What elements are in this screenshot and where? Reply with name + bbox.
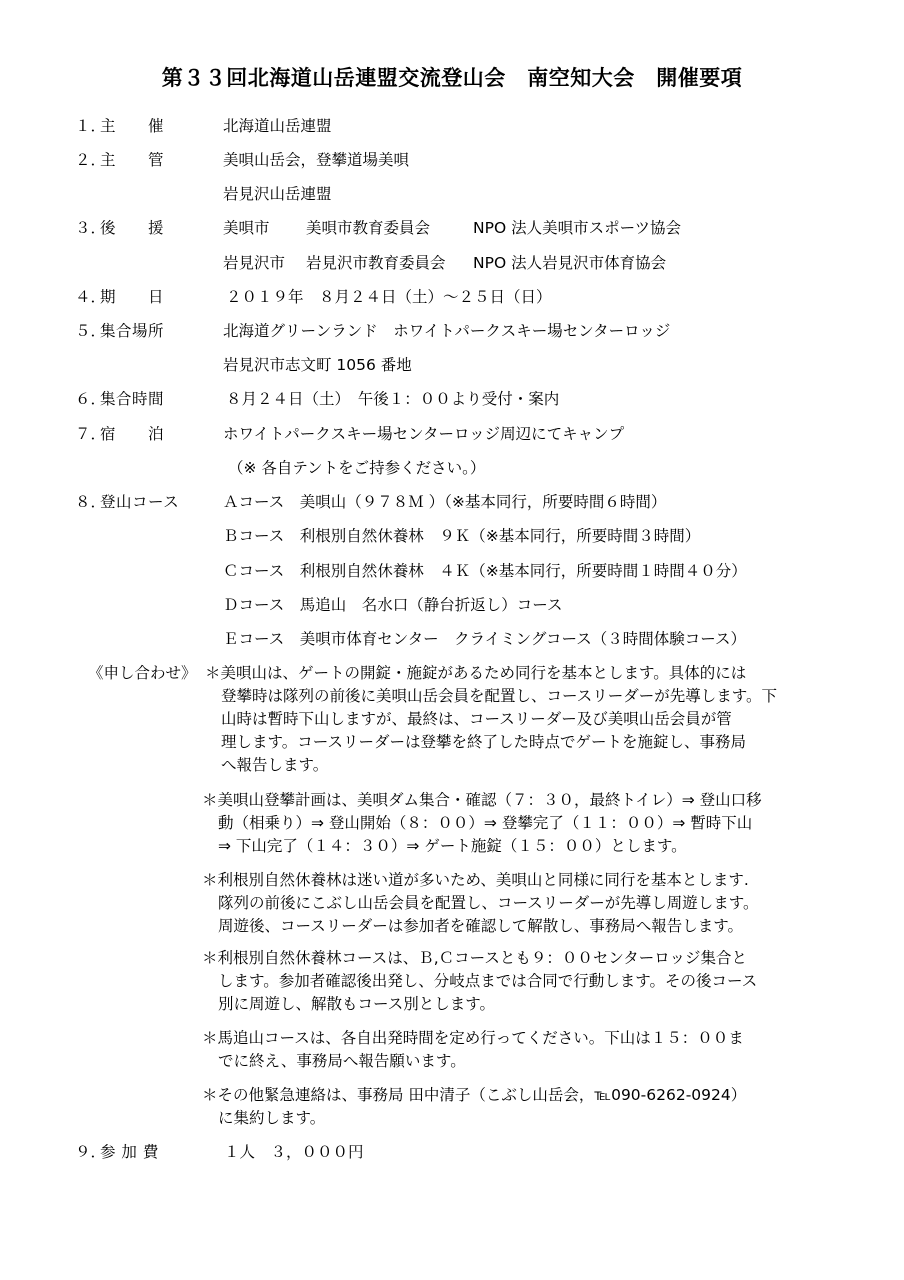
note-biba-plan	[202, 789, 762, 858]
course-d: Ｄコース 馬追山 名水口（静台折返し）コース	[223, 596, 563, 614]
section-number: ３．	[75, 219, 107, 237]
support-city: 岩見沢市	[223, 254, 286, 272]
section-label: 後 援	[100, 219, 165, 237]
note-line: ＊利根別自然休養林は迷い道が多いため、美唄山と同様に同行を基本とします.	[202, 871, 749, 889]
section-meeting-place-line2	[0, 352, 904, 378]
note-line: 理します。コースリーダーは登攀を終了した時点でゲートを施錠し、事務局	[221, 733, 746, 751]
section-meeting-time	[0, 386, 904, 412]
course-row	[0, 626, 904, 652]
section-host	[0, 147, 904, 173]
section-label: 期 日	[100, 288, 165, 306]
section-value-2: 岩見沢市志文町 1056 番地	[223, 356, 412, 374]
note-line: 登攀時は隊列の前後に美唄山岳会員を配置し、コースリーダーが先導します。下	[221, 687, 777, 705]
section-value: ２０１９年 ８月２４日（土）～２５日（日）	[226, 288, 552, 306]
course-b: Ｂコース 利根別自然休養林 ９Ｋ（※基本同行，所要時間３時間）	[223, 527, 701, 545]
section-value: 北海道グリーンランド ホワイトパークスキー場センターロッジ	[223, 322, 671, 340]
note-line: 周遊後、コースリーダーは参加者を確認して解散し、事務局へ報告します。	[218, 917, 743, 935]
note-line: ＊その他緊急連絡は、事務局 田中清子（こぶし山岳会，℡090-6262-0924）	[202, 1086, 747, 1104]
support-board: 岩見沢市教育委員会	[306, 254, 446, 272]
section-support-line2	[0, 250, 904, 276]
note-line: 山時は暫時下山しますが、最終は、コースリーダー及び美唄山岳会員が管	[221, 710, 732, 728]
section-fee	[0, 1139, 904, 1165]
note-line: ＊美唄山は、ゲートの開錠・施錠があるため同行を基本とします。具体的には	[205, 664, 747, 682]
note-tonebetsu-forest	[202, 869, 759, 938]
section-label: 主 管	[100, 151, 165, 169]
section-number: ６．	[75, 390, 107, 408]
section-label: 登山コース	[100, 493, 180, 511]
section-label: 集合時間	[100, 390, 165, 408]
section-value-2: 岩見沢山岳連盟	[223, 185, 332, 203]
section-number: １．	[75, 117, 107, 135]
section-number: ９．	[75, 1143, 107, 1161]
section-dates	[0, 284, 904, 310]
section-organizer	[0, 113, 904, 139]
section-value: １人 ３，０００円	[224, 1143, 364, 1161]
course-a: Ａコース 美唄山（９７８Ｍ ）（※基本同行，所要時間６時間）	[223, 493, 667, 511]
section-value: 北海道山岳連盟	[223, 117, 332, 135]
note-line: ⇒ 下山完了（１４：３０）⇒ ゲート施錠（１５：００）とします。	[218, 837, 687, 855]
note-biba-gate	[205, 662, 777, 777]
section-number: ２．	[75, 151, 107, 169]
note-line: でに終え、事務局へ報告願います。	[218, 1052, 466, 1070]
note-line: ＊利根別自然休養林コースは、Ｂ,Ｃコースとも９：００センターロッジ集合と	[202, 949, 747, 967]
note-line: 別に周遊し、解散もコース別とします。	[218, 995, 495, 1013]
note-line: へ報告します。	[221, 756, 329, 774]
course-row	[0, 558, 904, 584]
course-e: Ｅコース 美唄市体育センター クライミングコース（３時間体験コース）	[223, 630, 746, 648]
section-lodging-line2	[0, 455, 904, 481]
note-emergency-contact	[202, 1084, 746, 1130]
section-label: 集合場所	[100, 322, 165, 340]
note-line: ＊美唄山登攀計画は、美唄ダム集合・確認（７：３０，最終トイレ）⇒ 登山口移	[202, 791, 762, 809]
support-association: NPO 法人岩見沢市体育協会	[473, 254, 667, 272]
notes-heading: 《申し合わせ》	[88, 664, 197, 682]
section-courses	[0, 489, 904, 515]
note-tonebetsu-course	[202, 947, 757, 1016]
section-label: 参 加 費	[100, 1143, 159, 1161]
support-city: 美唄市	[223, 219, 270, 237]
course-row	[0, 592, 904, 618]
section-number: ４．	[75, 288, 107, 306]
note-line: 動（相乗り）⇒ 登山開始（８：００）⇒ 登攀完了（１１：００）⇒ 暫時下山	[218, 814, 753, 832]
section-label: 宿 泊	[100, 425, 165, 443]
section-meeting-place	[0, 318, 904, 344]
note-umaoi-course	[202, 1027, 744, 1073]
note-line: ＊馬追山コースは、各自出発時間を定め行ってください。下山は１５：００ま	[202, 1029, 744, 1047]
section-number: ５．	[75, 322, 107, 340]
section-lodging	[0, 421, 904, 447]
note-line: します。参加者確認後出発し、分岐点までは合同で行動します。その後コース	[218, 972, 758, 990]
section-support	[0, 215, 904, 241]
section-value: ８月２４日（土） 午後１：００より受付・案内	[226, 390, 560, 408]
document-title: 第３３回北海道山岳連盟交流登山会 南空知大会 開催要項	[161, 65, 743, 90]
section-value-2: （※ 各自テントをご持参ください。）	[228, 459, 486, 477]
course-row	[0, 523, 904, 549]
support-board: 美唄市教育委員会	[306, 219, 431, 237]
section-value: ホワイトパークスキー場センターロッジ周辺にてキャンプ	[223, 425, 625, 443]
support-association: NPO 法人美唄市スポーツ協会	[473, 219, 681, 237]
note-line: に集約します。	[218, 1109, 326, 1127]
section-host-line2	[0, 181, 904, 207]
section-value: 美唄山岳会，登攀道場美唄	[223, 151, 410, 169]
section-number: ７．	[75, 425, 107, 443]
note-line: 隊列の前後にこぶし山岳会員を配置し、コースリーダーが先導し周遊します。	[218, 894, 759, 912]
course-c: Ｃコース 利根別自然休養林 ４Ｋ（※基本同行，所要時間１時間４０分）	[223, 562, 747, 580]
section-number: ８．	[75, 493, 107, 511]
section-label: 主 催	[100, 117, 165, 135]
